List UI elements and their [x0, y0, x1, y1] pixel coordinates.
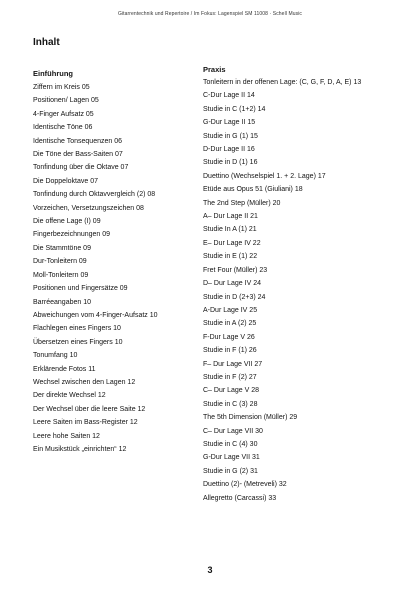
toc-entry: G-Dur Lage II 15	[203, 119, 256, 127]
toc-entry: Moll-Tonleitern 09	[33, 271, 89, 279]
toc-list-einfuehrung	[33, 81, 158, 456]
toc-entry: Studie in D (2+3) 24	[203, 293, 266, 301]
toc-entry: Der Wechsel über die leere Saite 12	[33, 405, 146, 413]
running-header: Gitarrentechnik und Repertoire / Im Fokus: Lagenspiel SM 11008 · Schell Music	[117, 11, 303, 17]
toc-entry: Tonfindung durch Oktavvergleich (2) 08	[33, 191, 156, 199]
toc-entry: Studie In A (1) 21	[203, 226, 257, 234]
toc-entry: Fret Four (Müller) 23	[203, 266, 268, 274]
toc-entry: 4-Finger Aufsatz 05	[33, 110, 94, 118]
toc-entry: Tonumfang 10	[33, 352, 78, 360]
toc-entry: Identische Tonsequenzen 06	[33, 137, 122, 145]
page-title: Inhalt	[33, 37, 60, 48]
toc-entry: Leere hohe Saiten 12	[33, 432, 100, 440]
toc-entry: Studie in D (1) 16	[203, 159, 258, 167]
toc-entry: Dur-Tonleitern 09	[33, 258, 87, 266]
toc-entry: Etüde aus Opus 51 (Giuliani) 18	[203, 186, 303, 194]
toc-entry: Tonfindung über die Oktave 07	[33, 164, 129, 172]
toc-entry: Studie in F (2) 27	[203, 373, 257, 381]
toc-entry: Abweichungen vom 4-Finger-Aufsatz 10	[33, 311, 158, 319]
toc-entry: Allegretto (Carcassi) 33	[203, 494, 277, 502]
toc-entry: Übersetzen eines Fingers 10	[33, 338, 123, 346]
toc-entry: Tonleitern in der offenen Lage: (C, G, F, D, A, E) 13	[203, 79, 362, 86]
section-heading-einfuehrung: Einführung	[33, 69, 73, 78]
toc-entry: Positionen/ Lagen 05	[33, 97, 99, 105]
toc-entry: Studie in F (1) 26	[203, 347, 257, 355]
toc-entry: Ein Musikstück „einrichten“ 12	[33, 445, 127, 453]
toc-entry: C– Dur Lage VII 30	[203, 427, 263, 435]
toc-entry: Studie in C (1+2) 14	[203, 105, 266, 113]
toc-entry: C-Dur Lage II 14	[203, 92, 255, 100]
toc-entry: Studie in C (3) 28	[203, 400, 258, 408]
toc-entry: Studie in G (2) 31	[203, 467, 258, 475]
toc-entry: C– Dur Lage V 28	[203, 387, 260, 395]
toc-entry: Die offene Lage (I) 09	[33, 218, 101, 226]
toc-entry: Fingerbezeichnungen 09	[33, 231, 111, 239]
toc-entry: A– Dur Lage II 21	[203, 213, 258, 221]
toc-entry: Studie in A (2) 25	[203, 320, 257, 328]
section-heading-praxis: Praxis	[203, 65, 226, 74]
toc-entry: Duettino (Wechselspiel 1. + 2. Lage) 17	[203, 172, 326, 180]
toc-entry: G-Dur Lage VII 31	[203, 454, 260, 462]
toc-entry: Die Doppeloktave 07	[33, 177, 98, 185]
toc-entry: Studie in G (1) 15	[203, 132, 258, 140]
toc-entry: F-Dur Lage V 26	[203, 333, 255, 341]
toc-entry: Barréeangaben 10	[33, 298, 91, 306]
toc-entry: Vorzeichen, Versetzungszeichen 08	[33, 204, 144, 212]
toc-entry: Die Stammtöne 09	[33, 244, 91, 252]
toc-entry: Leere Saiten im Bass-Register 12	[33, 419, 138, 427]
toc-entry: Erklärende Fotos 11	[33, 365, 96, 373]
toc-entry: A-Dur Lage IV 25	[203, 306, 258, 314]
toc-entry: Die Töne der Bass-Saiten 07	[33, 151, 123, 159]
toc-entry: The 2nd Step (Müller) 20	[203, 199, 281, 207]
toc-entry: Ziffern im Kreis 05	[33, 84, 90, 91]
toc-entry: Wechsel zwischen den Lagen 12	[33, 378, 136, 386]
toc-entry: Identische Töne 06	[33, 124, 93, 132]
page-number: 3	[207, 565, 213, 575]
toc-entry: D– Dur Lage IV 24	[203, 280, 261, 288]
toc-list-praxis	[203, 76, 361, 505]
toc-entry: D-Dur Lage II 16	[203, 146, 255, 154]
toc-entry: Studie in C (4) 30	[203, 440, 258, 448]
toc-entry: E– Dur Lage IV 22	[203, 239, 261, 247]
toc-entry: F– Dur Lage VII 27	[203, 360, 263, 368]
toc-entry: Studie in E (1) 22	[203, 253, 258, 261]
toc-entry: Positionen und Fingersätze 09	[33, 285, 128, 293]
toc-entry: The 5th Dimension (Müller) 29	[203, 414, 298, 422]
toc-entry: Der direkte Wechsel 12	[33, 392, 106, 400]
toc-entry: Flachlegen eines Fingers 10	[33, 325, 121, 333]
toc-entry: Duettino (2)- (Metreveli) 32	[203, 481, 287, 489]
